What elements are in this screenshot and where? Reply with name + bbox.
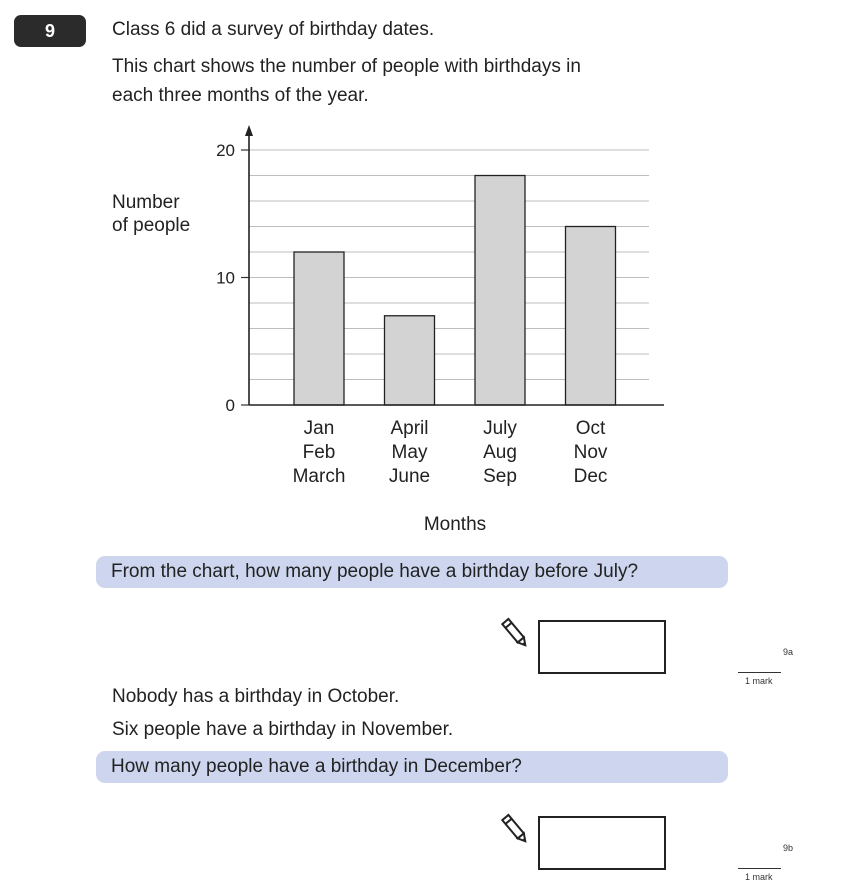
statement-november: Six people have a birthday in November. [112,719,454,740]
x-tick-label: Oct [575,418,606,439]
bar [475,176,525,406]
x-tick-label: Sep [483,466,517,487]
question-b-text: How many people have a birthday in December? [111,756,522,777]
x-tick-label: June [388,466,431,487]
y-axis-label-line: of people [112,215,191,236]
mark-line-b [738,868,781,869]
chart-description-line-1: This chart shows the number of people with birthdays in [112,56,581,77]
question-ref-a: 9a [783,647,794,657]
question-intro: Class 6 did a survey of birthday dates. [112,19,435,40]
bar [385,316,435,405]
answer-box-b[interactable] [538,816,666,870]
x-tick-label: Nov [573,442,608,463]
answer-box-a[interactable] [538,620,666,674]
x-tick-label: Jan [303,418,335,439]
x-tick-label: Feb [302,442,336,463]
pencil-icon [500,812,530,846]
x-axis-label: Months [423,514,487,535]
mark-label-a: 1 mark [745,676,773,686]
x-tick-label: March [292,466,346,487]
question-number-badge: 9 [14,15,86,47]
question-ref-b: 9b [783,843,794,853]
x-tick-label: Dec [573,466,608,487]
x-tick-label: Aug [483,442,517,463]
pencil-icon [500,616,530,650]
question-b-band [96,751,728,783]
mark-line-a [738,672,781,673]
y-axis-arrow [245,125,253,136]
y-tick-label: 20 [216,141,235,160]
x-tick-label: April [390,418,429,439]
x-tick-label: May [391,442,428,463]
chart-description-line-2: each three months of the year. [112,85,369,106]
y-tick-label: 10 [216,268,235,288]
x-tick-label: July [483,418,517,439]
y-tick-label: 0 [225,396,235,415]
question-a-band [96,556,728,588]
statement-october: Nobody has a birthday in October. [112,686,400,707]
y-axis-label-line: Number [112,192,180,213]
question-a-text: From the chart, how many people have a birthday before July? [111,561,639,582]
mark-label-b: 1 mark [745,872,773,882]
bar [294,252,344,405]
bar [566,227,616,406]
